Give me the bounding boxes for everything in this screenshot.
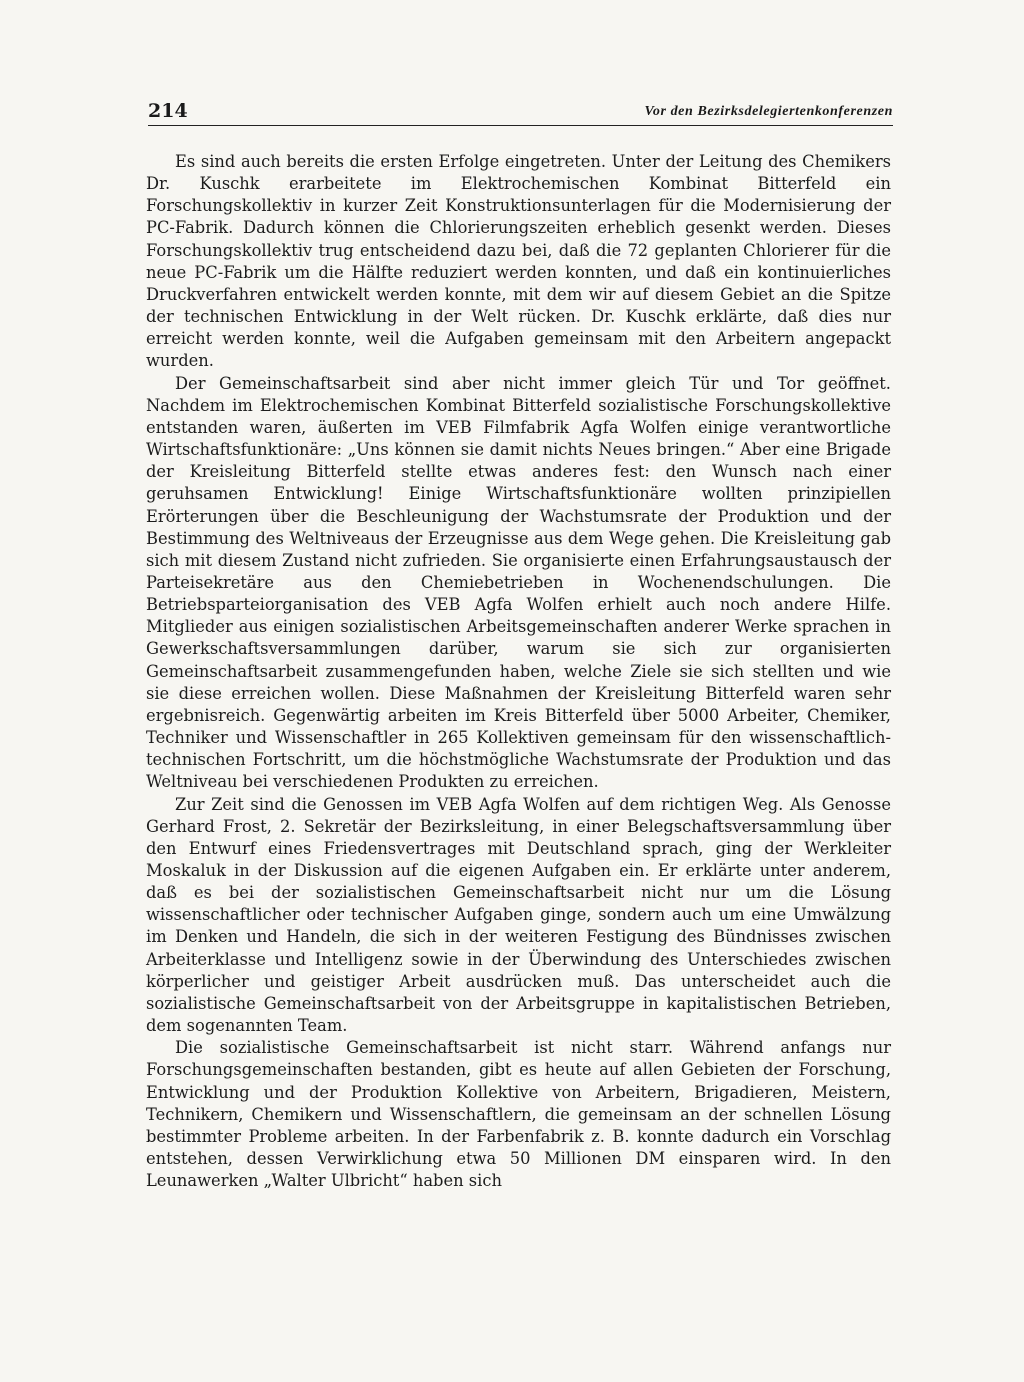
paragraph: Der Gemeinschaftsarbeit sind aber nicht immer gleich Tür und Tor geöffnet. Nachdem im Elektrochemischen Kombinat Bitterfeld sozialistische Forschungskollektive entstanden waren, äußerten im VEB Filmfabrik Agfa Wolfen einige verantwortliche Wirtschaftsfunktionäre: „Uns können sie damit nichts Neues bringen.“ Aber eine Brigade der Kreisleitung Bitterfeld stellte etwas anderes fest: den Wunsch nach einer geruhsamen Entwicklung! Einige Wirtschaftsfunktionäre wollten prinzipiellen Erörterungen über die Beschleunigung der Wachstumsrate der Produktion und der Bestimmung des Weltniveaus der Erzeugnisse aus dem Wege gehen. Die Kreisleitung gab sich mit diesem Zustand nicht zufrieden. Sie organisierte einen Erfahrungsaustausch der Parteisekretäre aus den Chemiebetrieben in Wochenendschulungen. Die Betriebsparteiorganisation des VEB Agfa Wolfen erhielt auch noch andere Hilfe. Mitglieder aus einigen sozialistischen Arbeitsgemeinschaften anderer Werke sprachen in Gewerkschaftsversammlungen darüber, warum sie sich zur organisierten Gemeinschaftsarbeit zusammengefunden haben, welche Ziele sie sich stellten und wie sie diese erreichen wollen. Diese Maßnahmen der Kreisleitung Bitterfeld waren sehr ergebnisreich. Gegenwärtig arbeiten im Kreis Bitterfeld über 5000 Arbeiter, Chemiker, Techniker und Wissenschaftler in 265 Kollektiven gemeinsam für den wissenschaftlich-technischen Fortschritt, um die höchstmögliche Wachstumsrate der Produktion und das Weltniveau bei verschiedenen Produkten zu erreichen.	[146, 373, 891, 792]
paragraph: Es sind auch bereits die ersten Erfolge eingetreten. Unter der Leitung des Chemikers Dr. Kuschk erarbeitete im Elektrochemischen Kombinat Bitterfeld ein Forschungskollektiv in kurzer Zeit Konstruktionsunterlagen für die Modernisierung der PC-Fabrik. Dadurch können die Chlorierungszeiten erheblich gesenkt werden. Dieses Forschungskollektiv trug entscheidend dazu bei, daß die 72 geplanten Chlorierer für die neue PC-Fabrik um die Hälfte reduziert werden konnten, und daß ein kontinuierliches Druckverfahren entwickelt werden konnte, mit dem wir auf diesem Gebiet an die Spitze der technischen Entwicklung in der Welt rücken. Dr. Kuschk erklärte, daß dies nur erreicht werden konnte, weil die Aufgaben gemeinsam mit den Arbeitern angepackt wurden.	[146, 152, 891, 371]
page-header	[148, 100, 893, 126]
paragraph: Zur Zeit sind die Genossen im VEB Agfa Wolfen auf dem richtigen Weg. Als Genosse Gerhard Frost, 2. Sekretär der Bezirksleitung, in einer Belegschaftsversammlung über den Entwurf eines Friedensvertrages mit Deutschland sprach, ging der Werkleiter Moskaluk in der Diskussion auf die eigenen Aufgaben ein. Er erklärte unter anderem, daß es bei der sozialistischen Gemeinschaftsarbeit nicht nur um die Lösung wissenschaftlicher oder technischer Aufgaben ginge, sondern auch um eine Umwälzung im Denken und Handeln, die sich in der weiteren Festigung des Bündnisses zwischen Arbeiterklasse und Intelligenz sowie in der Überwindung des Unterschiedes zwischen körperlicher und geistiger Arbeit ausdrücken muß. Das unterscheidet auch die sozialistische Gemeinschaftsarbeit von der Arbeitsgruppe in kapitalistischen Betrieben, dem sogenannten Team.	[146, 794, 891, 1036]
running-title: Vor den Bezirksdelegiertenkonferenzen	[644, 104, 893, 119]
body-text	[146, 151, 891, 1192]
header-rule	[148, 125, 893, 126]
paragraph: Die sozialistische Gemeinschaftsarbeit ist nicht starr. Während anfangs nur Forschungsgemeinschaften bestanden, gibt es heute auf allen Gebieten der Forschung, Entwicklung und der Produktion Kollektive von Arbeitern, Brigadieren, Meistern, Technikern, Chemikern und Wissenschaftlern, die gemeinsam an der schnellen Lösung bestimmter Probleme arbeiten. In der Farbenfabrik z. B. konnte dadurch ein Vorschlag entstehen, dessen Verwirklichung etwa 50 Millionen DM einsparen wird. In den Leunawerken „Walter Ulbricht“ haben sich	[146, 1038, 891, 1191]
page-number: 214	[148, 100, 188, 122]
